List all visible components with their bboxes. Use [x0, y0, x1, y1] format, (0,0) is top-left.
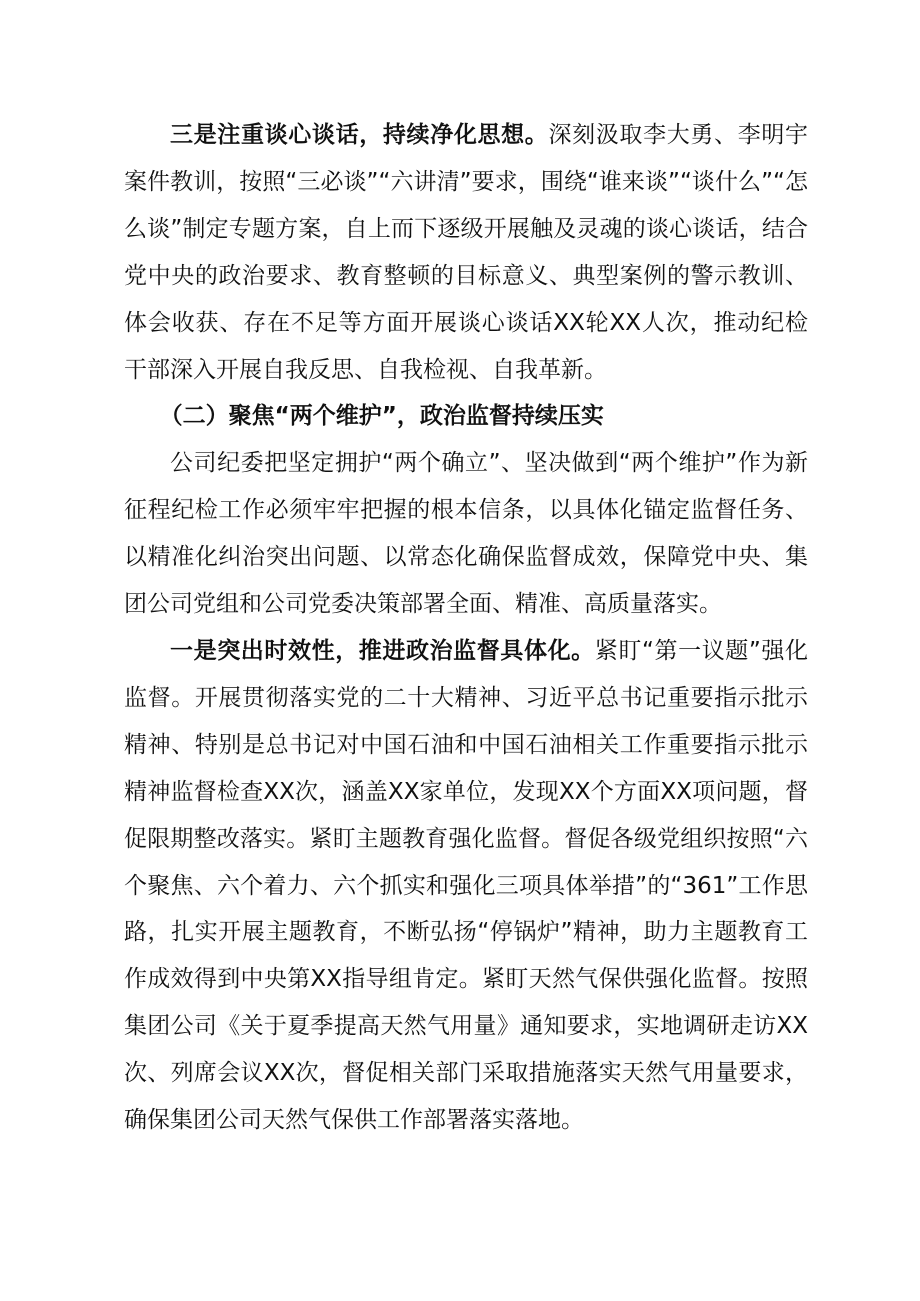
paragraph-body: 紧盯“第一议题”强化监督。开展贯彻落实党的二十大精神、习近平总书记重要指示批示精神、特别是总书记对中国石油和中国石油相关工作重要指示批示精神监督检查XX次，涵盖XX家单位，发现XX个方面XX项问题，督促限期整改落实。紧盯主题教育强化监督。督促各级党组织按照“六个聚焦、六个着力、六个抓实和强化三项具体举措”的“361”工作思路，扎实开展主题教育，不断弘扬“停锅炉”精神，助力主题教育工作成效得到中央第XX指导组肯定。紧盯天然气保供强化监督。按照集团公司《关于夏季提高天然气用量》通知要求，实地调研走访XX次、列席会议XX次，督促相关部门采取措施落实天然气用量要求，确保集团公司天然气保供工作部署落实落地。	[124, 637, 808, 1134]
paragraph-body: 公司纪委把坚定拥护“两个确立”、坚决做到“两个维护”作为新征程纪检工作必须牢牢把握的根本信条，以具体化锚定监督任务、以精准化纠治突出问题、以常态化确保监督成效，保障党中央、集团公司党组和公司党委决策部署全面、精准、高质量落实。	[124, 450, 808, 618]
paragraph-political-supervision	[124, 628, 808, 1144]
paragraph-heart-to-heart-talks	[124, 112, 808, 393]
paragraph-commission-statement	[124, 440, 808, 628]
paragraph-body: 深刻汲取李大勇、李明宇案件教训，按照“三必谈”“六讲清”要求，围绕“谁来谈”“谈什么”“怎么谈”制定专题方案，自上而下逐级开展触及灵魂的谈心谈话，结合党中央的政治要求、教育整顿的目标意义、典型案例的警示教训、体会收获、存在不足等方面开展谈心谈话XX轮XX人次，推动纪检干部深入开展自我反思、自我检视、自我革新。	[124, 122, 809, 383]
section-heading: （二）聚焦“两个维护”，政治监督持续压实	[159, 403, 604, 430]
paragraph-lead: 一是突出时效性，推进政治监督具体化。	[170, 637, 595, 664]
paragraph-lead: 三是注重谈心谈话，持续净化思想。	[170, 122, 549, 148]
